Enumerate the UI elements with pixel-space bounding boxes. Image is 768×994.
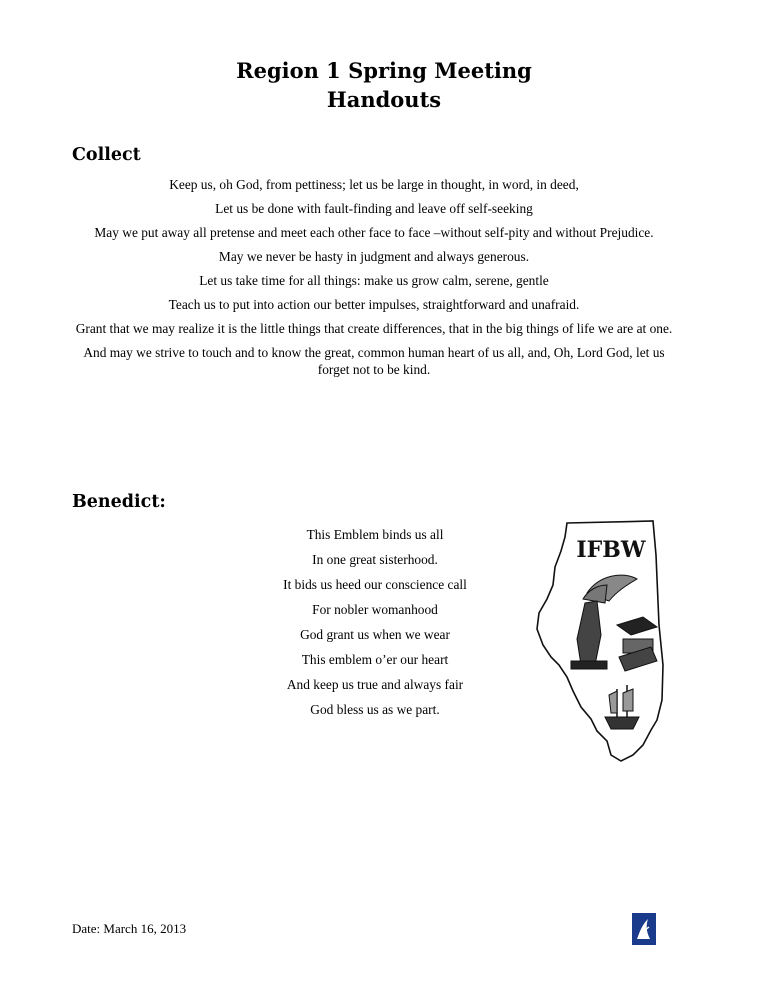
benedict-line: For nobler womanhood [312, 602, 438, 617]
benedict-line: And keep us true and always fair [286, 677, 464, 692]
title-line-2: Handouts [326, 87, 442, 112]
collect-line: Let us take time for all things: make us grow calm, serene, gentle [199, 273, 549, 288]
collect-text [68, 176, 680, 385]
benedict-text [254, 522, 496, 722]
collect-line: May we never be hasty in judgment and always generous. [218, 249, 530, 264]
benedict-line: This Emblem binds us all [306, 527, 444, 542]
books-mortarboard-icon [617, 617, 657, 671]
benedict-line: God bless us as we part. [310, 702, 440, 717]
collect-heading: Collect [72, 145, 141, 165]
benedict-line: God grant us when we wear [300, 627, 450, 642]
page-title [0, 56, 768, 114]
benedict-line: It bids us heed our conscience call [283, 577, 467, 592]
ifbw-logo-icon [632, 913, 656, 945]
collect-line: Grant that we may realize it is the little things that create differences, that in the big things of life we are at one. [75, 321, 673, 336]
collect-line: Keep us, oh God, from pettiness; let us be large in thought, in word, in deed, [169, 177, 579, 192]
collect-line: And may we strive to touch and to know the great, common human heart of us all, and, Oh, Lord God, let us forget not to be kind. [83, 345, 665, 377]
collect-line: Teach us to put into action our better impulses, straightforward and unafraid. [168, 297, 580, 312]
collect-line: May we put away all pretense and meet each other face to face –without self-pity and without Prejudice. [94, 225, 654, 240]
benedict-line: In one great sisterhood. [312, 552, 438, 567]
title-line-1: Region 1 Spring Meeting [236, 58, 532, 83]
benedict-heading: Benedict: [72, 492, 166, 512]
ifbw-illinois-emblem [525, 515, 675, 765]
emblem-label: IFBW [576, 537, 646, 563]
footer-date: Date: March 16, 2013 [72, 921, 187, 936]
benedict-line: This emblem o’er our heart [301, 652, 449, 667]
collect-line: Let us be done with fault-finding and leave off self-seeking [215, 201, 533, 216]
